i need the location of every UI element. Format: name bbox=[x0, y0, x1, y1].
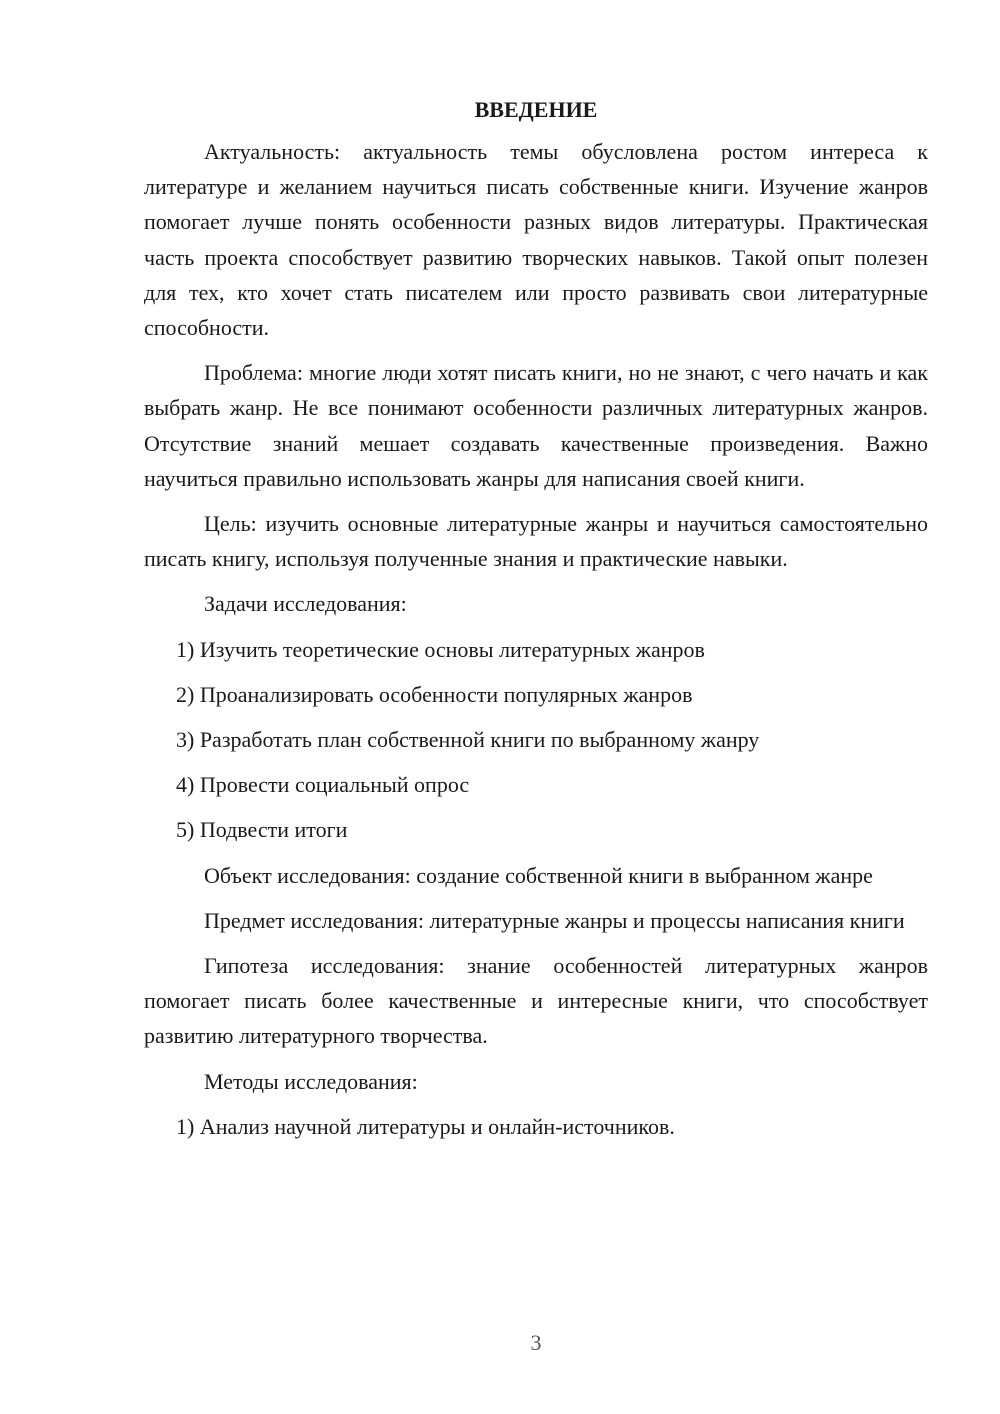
methods-label: Методы исследования: bbox=[204, 1068, 418, 1094]
list-item: 5) Подвести итоги bbox=[176, 817, 348, 843]
methods-list bbox=[144, 1109, 928, 1144]
list-item: 1) Изучить теоретические основы литературных жанров bbox=[176, 636, 705, 662]
problem-paragraph: Проблема: многие люди хотят писать книги, но не знают, с чего начать и как выбрать жанр. Не все понимают особенности различных литературных жанров. Отсутствие знаний мешает создавать качественные произведения. Важно научиться правильно использовать жанры для написания своей книги. bbox=[144, 360, 928, 491]
page-title: ВВЕДЕНИЕ bbox=[474, 97, 598, 122]
page-number: 3 bbox=[530, 1330, 542, 1355]
list-item: 1) Анализ научной литературы и онлайн-источников. bbox=[176, 1113, 675, 1139]
hypothesis-paragraph: Гипотеза исследования: знание особенностей литературных жанров помогает писать более качественные и интересные книги, что способствует развитию литературного творчества. bbox=[144, 953, 928, 1049]
actuality-paragraph: Актуальность: актуальность темы обусловлена ростом интереса к литературе и желанием научиться писать собственные книги. Изучение жанров помогает лучше понять особенности разных видов литературы. Практическая часть проекта способствует развитию творческих навыков. Такой опыт полезен для тех, кто хочет стать писателем или просто развивать свои литературные способности. bbox=[144, 139, 928, 341]
list-item: 3) Разработать план собственной книги по выбранному жанру bbox=[176, 727, 760, 753]
tasks-list bbox=[144, 632, 928, 848]
subject-paragraph: Предмет исследования: литературные жанры и процессы написания книги bbox=[204, 907, 905, 933]
object-paragraph: Объект исследования: создание собственной книги в выбранном жанре bbox=[204, 862, 873, 888]
list-item: 4) Провести социальный опрос bbox=[176, 772, 470, 798]
tasks-label: Задачи исследования: bbox=[204, 591, 407, 617]
list-item: 2) Проанализировать особенности популярных жанров bbox=[176, 681, 693, 707]
goal-paragraph: Цель: изучить основные литературные жанры и научиться самостоятельно писать книгу, используя полученные знания и практические навыки. bbox=[144, 511, 928, 572]
document-page bbox=[144, 92, 928, 1154]
